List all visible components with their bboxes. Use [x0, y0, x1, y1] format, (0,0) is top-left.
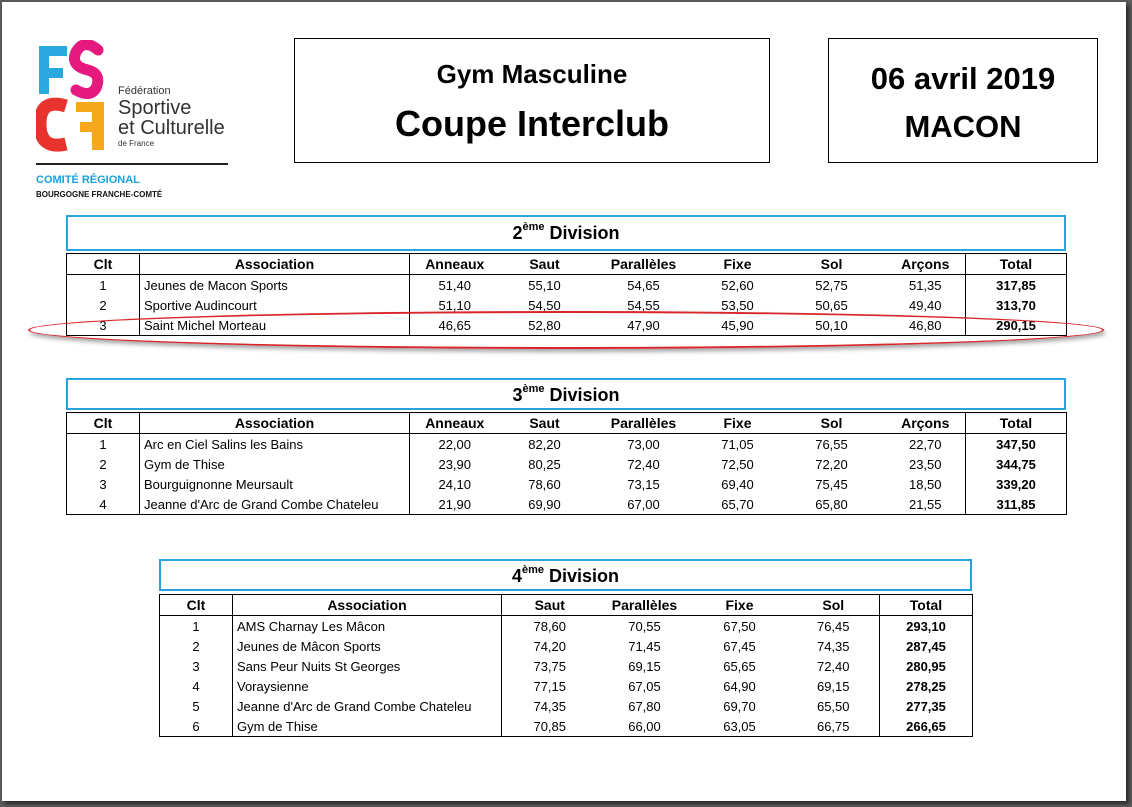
table-cell: 66,00	[598, 716, 692, 737]
column-header: Parallèles	[598, 595, 692, 616]
total-cell: 277,35	[880, 696, 973, 716]
table-cell: 75,45	[815, 476, 848, 492]
total-cell: 266,65	[880, 716, 973, 737]
event-title-box	[294, 38, 770, 163]
table-row	[67, 494, 1067, 515]
table-cell: 54,50	[528, 297, 561, 313]
table-cell: 51,40	[410, 275, 500, 296]
column-header: Parallèles	[590, 254, 698, 275]
division-sup: ème	[521, 564, 544, 576]
table-cell: 54,65	[627, 277, 660, 293]
division-num: 2	[512, 223, 523, 243]
division-label: Division	[549, 385, 620, 405]
event-date-box	[828, 38, 1098, 163]
document-page	[2, 2, 1126, 801]
logo-line-sportive: Sportive	[118, 97, 192, 119]
association-cell: Sportive Audincourt	[140, 295, 410, 315]
table-cell: 78,60	[502, 616, 598, 637]
table-cell: 65,65	[723, 658, 756, 674]
total-cell: 344,75	[966, 454, 1067, 474]
logo-line-federation: Fédération	[118, 85, 171, 97]
division-4-table	[159, 594, 973, 737]
table-cell: 51,35	[908, 277, 942, 293]
table-cell: 74,35	[816, 638, 850, 654]
table-cell: 1	[67, 434, 140, 455]
table-cell: 3	[67, 315, 140, 336]
table-cell: 24,10	[410, 474, 500, 494]
table-row	[67, 275, 1067, 296]
table-cell: 21,55	[886, 494, 966, 515]
table-cell: 77,15	[502, 676, 598, 696]
table-cell: 1	[160, 616, 233, 637]
table-cell: 72,50	[721, 456, 754, 472]
table-cell: 46,80	[886, 315, 966, 336]
division-num: 3	[512, 385, 523, 405]
column-header: Sol	[778, 254, 886, 275]
table-cell: 3	[67, 474, 140, 494]
table-cell: 70,55	[628, 618, 661, 634]
table-cell: 54,55	[627, 297, 660, 313]
table-row	[67, 474, 1067, 494]
table-cell: 23,50	[908, 456, 942, 472]
table-cell: 55,10	[528, 277, 561, 293]
table-cell: 78,60	[528, 476, 561, 492]
total-cell: 347,50	[966, 434, 1067, 455]
column-header: Total	[966, 254, 1067, 275]
table-cell: 69,40	[721, 476, 754, 492]
table-cell: 69,70	[723, 698, 756, 714]
table-header-row	[67, 413, 1067, 434]
table-cell: 52,80	[500, 315, 590, 336]
association-cell: Jeunes de Macon Sports	[140, 275, 410, 296]
table-cell: 53,50	[721, 297, 754, 313]
table-cell: 63,05	[692, 716, 788, 737]
division-2-title	[66, 215, 1066, 251]
fscf-logo-mark-icon	[36, 40, 108, 155]
table-cell: 52,60	[721, 277, 754, 293]
column-header: Parallèles	[590, 413, 698, 434]
column-header: Saut	[502, 595, 598, 616]
table-cell: 46,65	[410, 315, 500, 336]
association-cell: Arc en Ciel Salins les Bains	[140, 434, 410, 455]
table-cell: 74,20	[502, 636, 598, 656]
table-cell: 67,50	[723, 618, 756, 634]
table-cell: 52,75	[815, 277, 848, 293]
total-cell: 290,15	[966, 315, 1067, 336]
column-header: Sol	[778, 413, 886, 434]
event-date: 06 avril 2019	[870, 61, 1056, 96]
table-cell: 6	[160, 716, 233, 737]
table-row	[67, 434, 1067, 455]
table-cell: 72,40	[627, 456, 660, 472]
column-header: Total	[966, 413, 1067, 434]
table-row	[160, 716, 973, 737]
table-cell: 49,40	[908, 297, 942, 313]
column-header: Saut	[500, 254, 590, 275]
table-cell: 4	[160, 676, 233, 696]
table-cell: 74,35	[502, 696, 598, 716]
table-cell: 80,25	[528, 456, 561, 472]
association-cell: Jeanne d'Arc de Grand Combe Chateleu	[140, 494, 410, 515]
column-header: Arçons	[886, 254, 966, 275]
total-cell: 278,25	[880, 676, 973, 696]
table-cell: 65,80	[778, 494, 886, 515]
table-cell: 69,90	[500, 494, 590, 515]
table-cell: 50,10	[778, 315, 886, 336]
table-cell: 76,55	[815, 436, 848, 452]
column-header: Anneaux	[410, 413, 500, 434]
column-header: Clt	[160, 595, 233, 616]
table-cell: 2	[67, 295, 140, 315]
column-header: Total	[880, 595, 973, 616]
logo-comite: COMITÉ RÉGIONAL	[36, 174, 140, 186]
total-cell: 311,85	[966, 494, 1067, 515]
table-cell: 18,50	[908, 476, 942, 492]
column-header: Clt	[67, 413, 140, 434]
total-cell: 313,70	[966, 295, 1067, 315]
table-cell: 67,00	[590, 494, 698, 515]
column-header: Fixe	[698, 413, 778, 434]
association-cell: Saint Michel Morteau	[140, 315, 410, 336]
table-cell: 82,20	[528, 436, 561, 452]
logo-divider	[36, 163, 228, 165]
table-cell: 47,90	[590, 315, 698, 336]
table-cell: 3	[160, 656, 233, 676]
division-label: Division	[549, 566, 620, 586]
association-cell: AMS Charnay Les Mâcon	[233, 616, 502, 637]
column-header: Sol	[788, 595, 880, 616]
table-cell: 73,15	[627, 476, 660, 492]
association-cell: Voraysienne	[233, 676, 502, 696]
association-cell: Sans Peur Nuits St Georges	[233, 656, 502, 676]
event-title: Coupe Interclub	[394, 103, 669, 144]
table-cell: 65,70	[698, 494, 778, 515]
table-cell: 71,45	[628, 638, 661, 654]
column-header: Association	[140, 254, 410, 275]
column-header: Arçons	[886, 413, 966, 434]
division-num: 4	[511, 566, 522, 586]
table-cell: 66,75	[788, 716, 880, 737]
table-cell: 72,40	[816, 658, 850, 674]
column-header: Saut	[500, 413, 590, 434]
table-cell: 2	[67, 454, 140, 474]
table-row	[160, 696, 973, 716]
table-cell: 1	[67, 275, 140, 296]
table-row	[160, 616, 973, 637]
table-cell: 21,90	[410, 494, 500, 515]
table-cell: 65,50	[816, 698, 850, 714]
division-4-title	[159, 559, 972, 591]
table-cell: 67,80	[628, 698, 661, 714]
table-cell: 70,85	[502, 716, 598, 737]
table-cell: 51,10	[410, 295, 500, 315]
logo-line-france: de France	[118, 139, 155, 148]
table-cell: 23,90	[410, 454, 500, 474]
table-cell: 4	[67, 494, 140, 515]
division-sup: ème	[522, 221, 545, 233]
table-row	[160, 636, 973, 656]
association-cell: Jeanne d'Arc de Grand Combe Chateleu	[233, 696, 502, 716]
event-city: MACON	[904, 109, 1022, 144]
table-cell: 76,45	[816, 618, 850, 634]
table-cell: 69,15	[628, 658, 661, 674]
division-sup: ème	[522, 383, 545, 395]
association-cell: Gym de Thise	[233, 716, 502, 737]
table-cell: 69,15	[816, 678, 850, 694]
table-cell: 5	[160, 696, 233, 716]
table-cell: 67,45	[723, 638, 756, 654]
table-cell: 64,90	[723, 678, 756, 694]
association-cell: Jeunes de Mâcon Sports	[233, 636, 502, 656]
table-header-row	[160, 595, 973, 616]
table-cell: 67,05	[628, 678, 661, 694]
table-cell: 50,65	[815, 297, 848, 313]
column-header: Clt	[67, 254, 140, 275]
association-cell: Bourguignonne Meursault	[140, 474, 410, 494]
total-cell: 293,10	[880, 616, 973, 637]
division-label: Division	[549, 223, 620, 243]
total-cell: 339,20	[966, 474, 1067, 494]
association-cell: Gym de Thise	[140, 454, 410, 474]
total-cell: 280,95	[880, 656, 973, 676]
table-row	[160, 656, 973, 676]
total-cell: 317,85	[966, 275, 1067, 296]
column-header: Association	[233, 595, 502, 616]
division-3-table	[66, 412, 1067, 515]
column-header: Association	[140, 413, 410, 434]
table-row	[160, 676, 973, 696]
column-header: Anneaux	[410, 254, 500, 275]
highlight-ellipse	[28, 311, 1104, 349]
table-cell: 45,90	[698, 315, 778, 336]
fscf-logo	[36, 40, 236, 205]
table-cell: 71,05	[721, 436, 754, 452]
table-cell: 22,00	[410, 434, 500, 455]
table-row	[67, 454, 1067, 474]
logo-region: BOURGOGNE FRANCHE-COMTÉ	[36, 190, 163, 199]
table-cell: 73,75	[502, 656, 598, 676]
column-header: Fixe	[692, 595, 788, 616]
total-cell: 287,45	[880, 636, 973, 656]
table-cell: 72,20	[815, 456, 848, 472]
table-cell: 22,70	[908, 436, 942, 452]
table-cell: 73,00	[627, 436, 660, 452]
table-header-row	[67, 254, 1067, 275]
division-3-title	[66, 378, 1066, 410]
column-header: Fixe	[698, 254, 778, 275]
table-cell: 2	[160, 636, 233, 656]
logo-line-culturelle: et Culturelle	[118, 117, 225, 139]
event-subtitle: Gym Masculine	[436, 59, 628, 89]
